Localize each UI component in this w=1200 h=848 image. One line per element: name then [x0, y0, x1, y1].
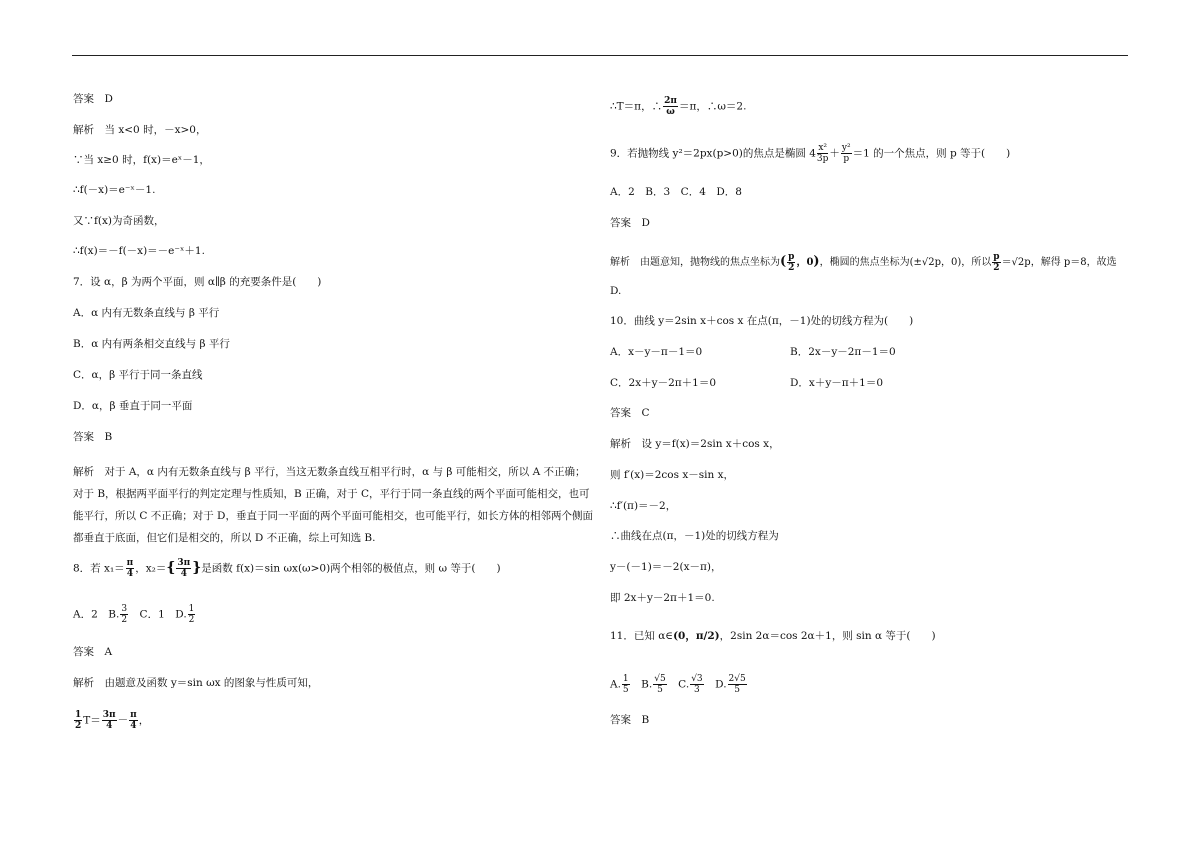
q8-text-a: 8．若 x₁＝ — [73, 562, 125, 575]
answer-10: 答案 C — [610, 407, 650, 419]
q8-text-c: 是函数 f(x)＝sin ωx(ω>0)两个相邻的极值点，则 ω 等于( ) — [201, 562, 501, 575]
question-8: 8．若 x₁＝ $\frac{\pi}{4}$ ，x₂＝{ $\frac{3\pi}{4}$ }是函数 f(x)＝sin ωx(ω>0)两个相邻的极值点，则 ω 等于( ) — [73, 558, 501, 579]
question-10: 10．曲线 y＝2sin x＋cos x 在点(π，－1)处的切线方程为( ) — [610, 315, 914, 327]
q7-option-c: C．α，β 平行于同一条直线 — [73, 369, 203, 381]
answer-9: 答案 D — [610, 217, 650, 229]
solution-10-line4: ∴曲线在点(π，－1)处的切线方程为 — [610, 530, 779, 542]
q9-options: A．2 B．3 C．4 D．8 — [610, 186, 742, 198]
q8-option-b-fraction: $\frac{3}{2}$ — [121, 604, 128, 625]
question-11: 11．已知 α∈(0，π/2)，2sin 2α＝cos 2α＋1，则 sin α 等于( ) — [610, 630, 936, 642]
q8-text-b: ，x₂＝ — [135, 562, 167, 575]
q7-option-b: B．α 内有两条相交直线与 β 平行 — [73, 338, 230, 350]
question-9: 9．若抛物线 y²＝2px(p>0)的焦点是椭圆 4 $\frac{\text{x²}}{3p}$ ＋ $\frac{\text{y²}}{p}$ ＝1 的一个焦点，则 p 等于( ) — [610, 143, 1011, 164]
solution-7: 解析 对于 A，α 内有无数条直线与 β 平行，当这无数条直线互相平行时，α 与 β 可能相交，所以 A 不正确；对于 B，根据两平面平行的判定定理与性质知，B 正确，对于 C，平行于同一条直线的两个平面可能相交，也可能平行，所以 C 不正确；对于 D，垂直于同一平面的两个平面可能相交，也可能平行，如长方体的相邻两个侧面都垂直于底面，但它们是相交的，所以 D 不正确，综上可知选 B. — [73, 466, 593, 544]
answer-6: 答案 D — [73, 93, 113, 105]
solution-8-line1: 解析 由题意及函数 y＝sin ωx 的图象与性质可知， — [73, 677, 319, 689]
solution-6-line2: ∵当 x≥0 时，f(x)＝eˣ－1， — [73, 154, 210, 166]
header-rule — [72, 55, 1128, 56]
q8-option-d-fraction: $\frac{1}{2}$ — [188, 604, 195, 625]
q11-options: A. $\frac{1}{5}$ B. $\frac{√5}{5}$ C. $\frac{√3}{3}$ D. $\frac{2√5}{5}$ — [610, 674, 746, 695]
solution-10-line1: 解析 设 y＝f(x)＝2sin x＋cos x， — [610, 438, 780, 450]
solution-6-line1: 解析 当 x<0 时，－x>0， — [73, 124, 207, 136]
q11-interval: (0，π/2) — [673, 630, 720, 642]
q8-options: A．2 B. $\frac{3}{2}$ C．1 D. $\frac{1}{2}$ — [73, 604, 195, 625]
solution-10-line5: y－(－1)＝－2(x－π)， — [610, 561, 722, 573]
answer-8: 答案 A — [73, 646, 113, 658]
q10-option-c: C．2x＋y－2π＋1＝0 — [610, 377, 717, 389]
q8-x1-fraction: $\frac{\pi}{4}$ — [126, 558, 134, 579]
solution-9: 解析 由题意知，抛物线的焦点坐标为( $\frac{p}{2}$ ，0)，椭圆的焦点坐标为(±√2p，0)，所以 $\frac{p}{2}$ ＝√2p，解得 p＝8，故选 — [610, 252, 1117, 273]
answer-7: 答案 B — [73, 431, 113, 443]
answer-11: 答案 B — [610, 714, 650, 726]
q8-x2-fraction: $\frac{3\pi}{4}$ — [177, 558, 191, 579]
solution-10-line6: 即 2x＋y－2π＋1＝0. — [610, 592, 715, 604]
solution-6-line3: ∴f(－x)＝e⁻ˣ－1. — [73, 184, 156, 196]
solution-10-line2: 则 f′(x)＝2cos x－sin x， — [610, 469, 735, 481]
solution-6-line4: 又∵f(x)为奇函数， — [73, 215, 165, 227]
q7-option-d: D．α，β 垂直于同一平面 — [73, 400, 193, 412]
q7-option-a: A．α 内有无数条直线与 β 平行 — [73, 307, 220, 319]
solution-6-line5: ∴f(x)＝－f(－x)＝－e⁻ˣ＋1. — [73, 245, 205, 257]
question-7: 7．设 α，β 为两个平面，则 α∥β 的充要条件是( ) — [73, 276, 322, 288]
q10-option-d: D．x＋y－π＋1＝0 — [790, 377, 884, 389]
q10-option-b: B．2x－y－2π－1＝0 — [790, 346, 896, 358]
solution-9-end: D. — [610, 285, 622, 297]
solution-8-line2: $\frac{1}{2}$ T＝ $\frac{3\pi}{4}$ － $\frac{\pi}{4}$ ， — [75, 710, 150, 731]
q10-option-a: A．x－y－π－1＝0 — [610, 346, 703, 358]
solution-10-line3: ∴f′(π)＝－2， — [610, 500, 677, 512]
solution-8-line3: ∴T＝π，∴ $\frac{2\pi}{\omega}$ ＝π，∴ω＝2. — [610, 96, 747, 117]
